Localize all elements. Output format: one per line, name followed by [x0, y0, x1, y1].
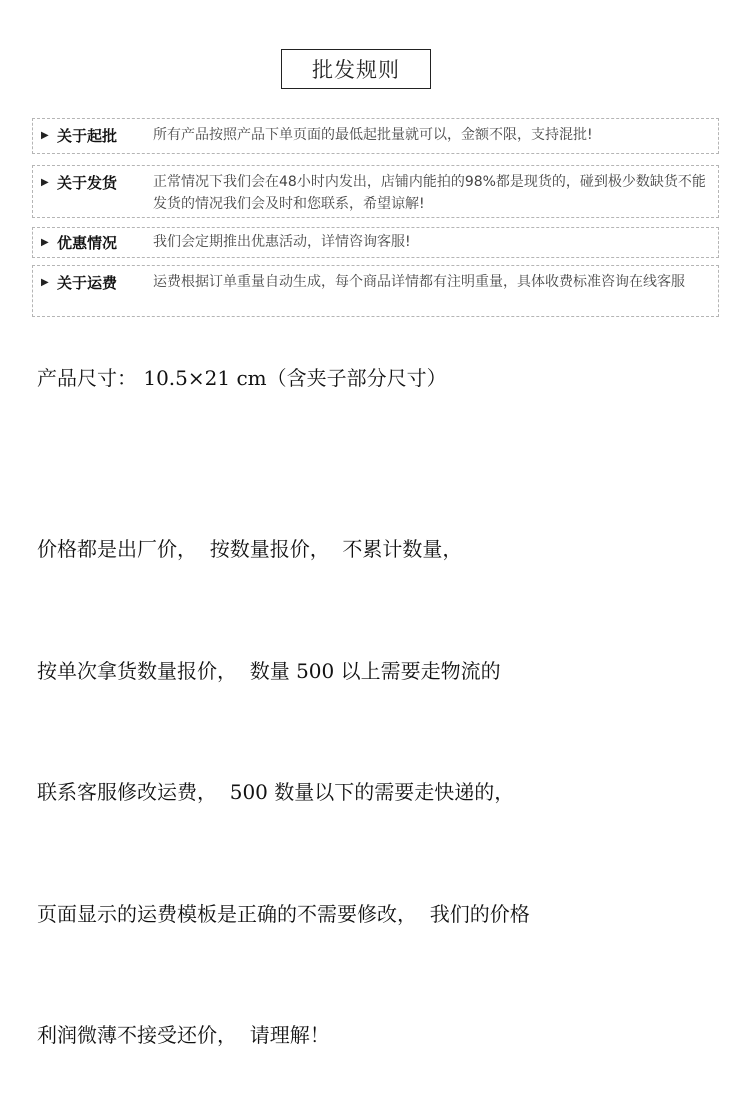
price-note-line: 价格都是出厂价， 按数量报价， 不累计数量， — [37, 537, 463, 561]
rule-label: 关于运费 — [57, 273, 118, 292]
product-size: 产品尺寸： 10.5×21 cm（含夹子部分尺寸） — [37, 366, 447, 390]
price-note-line: 按单次拿货数量报价， 数量 500 以上需要走物流的 — [37, 658, 501, 683]
price-note-line: 利润微薄不接受还价， 请理解！ — [37, 1023, 330, 1047]
rule-label: 优惠情况 — [57, 233, 118, 252]
rule-text: 我们会定期推出优惠活动，详情咨询客服! — [153, 234, 411, 250]
price-note-line: 页面显示的运费模板是正确的不需要修改， 我们的价格 — [37, 901, 530, 926]
rule-text: 所有产品按照产品下单页面的最低起批量就可以，金额不限，支持混批! — [153, 127, 593, 143]
rule-box-freight — [32, 265, 719, 317]
page-title: 批发规则 — [281, 49, 431, 89]
price-note-line: 联系客服修改运费， 500 数量以下的需要走快递的， — [37, 780, 515, 804]
rule-text: 正常情况下我们会在48小时内发出，店铺内能拍的98%都是现货的，碰到极少数缺货不能发货的情况我们会及时和您联系，希望谅解! — [153, 174, 706, 212]
rule-box-shipping — [32, 165, 719, 218]
rule-text: 运费根据订单重量自动生成，每个商品详情都有注明重量，具体收费标准咨询在线客服 — [153, 274, 685, 290]
rule-box-discounts — [32, 227, 719, 258]
triangle-right-icon: ▶ — [41, 236, 49, 248]
price-note — [37, 448, 530, 1096]
rule-label: 关于起批 — [57, 126, 118, 145]
triangle-right-icon: ▶ — [41, 176, 49, 188]
rule-label: 关于发货 — [57, 173, 118, 192]
triangle-right-icon: ▶ — [41, 276, 49, 288]
rule-box-wholesale-minimum — [32, 118, 719, 154]
triangle-right-icon: ▶ — [41, 129, 49, 141]
